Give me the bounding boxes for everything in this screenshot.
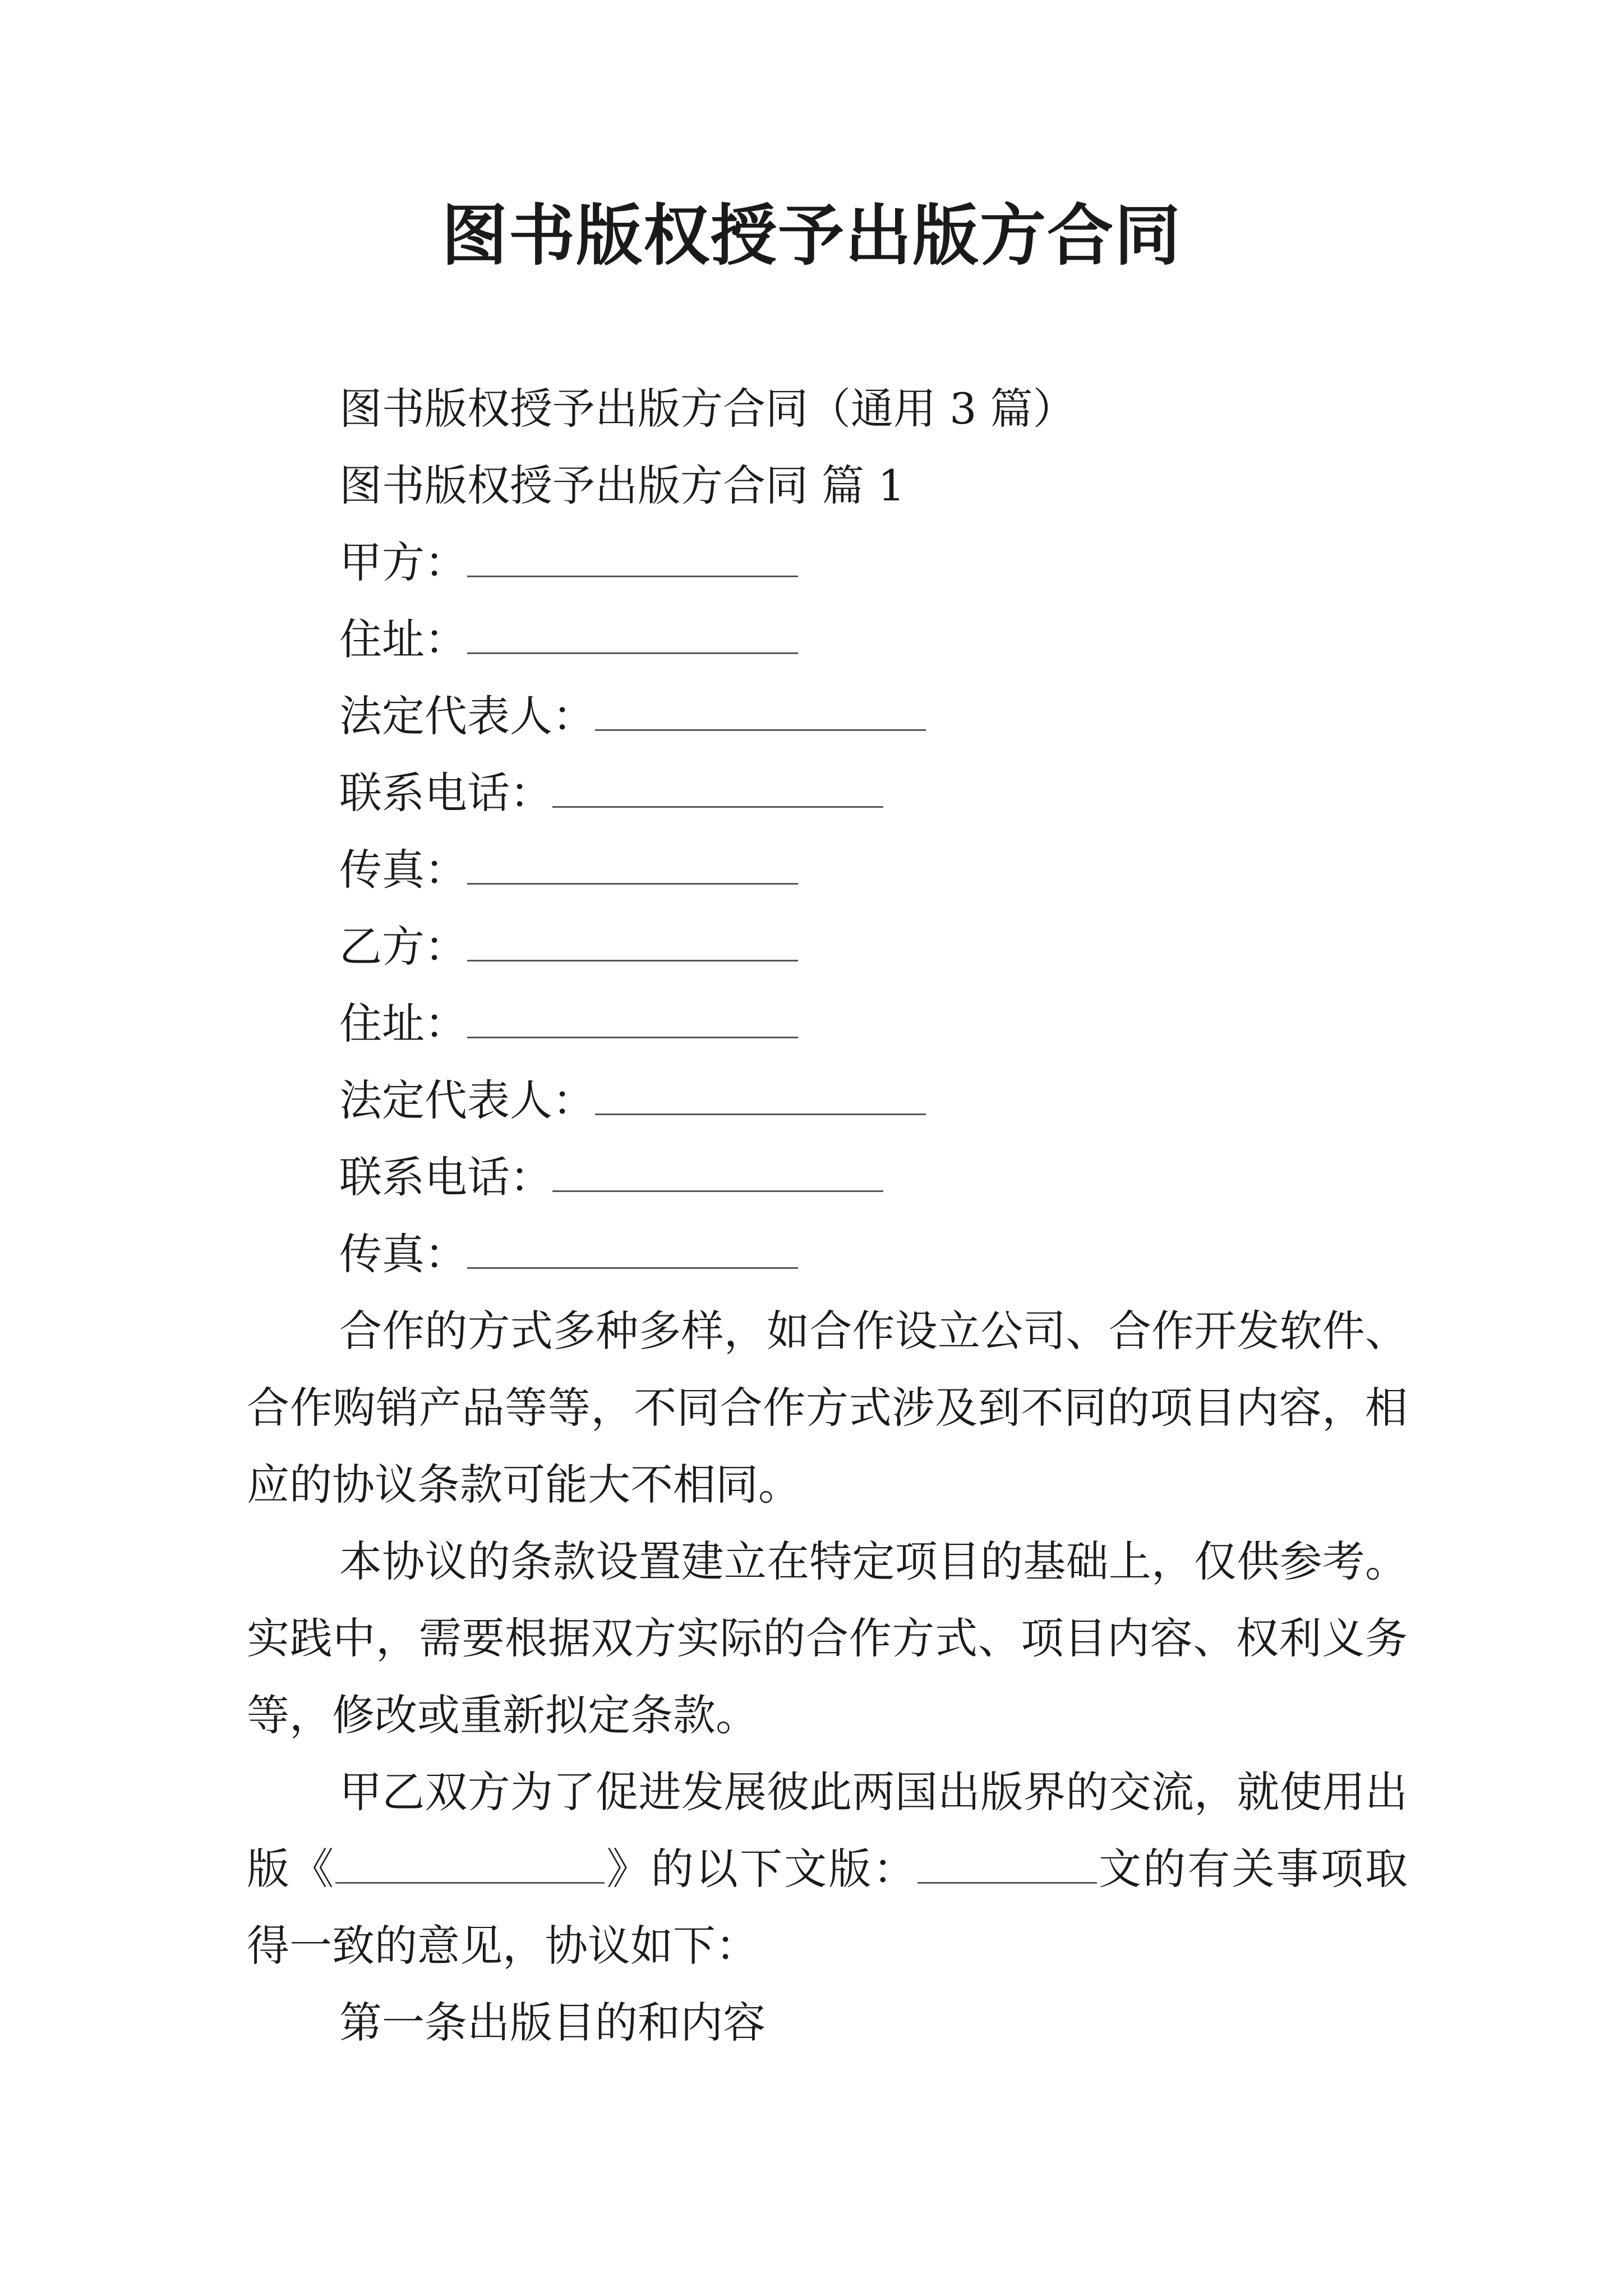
party-a-name-blank[interactable]: [467, 536, 798, 577]
party-b-rep-row: [247, 1062, 1408, 1139]
party-b-fax-row: [247, 1216, 1408, 1292]
party-b-name-blank[interactable]: [467, 921, 798, 961]
party-a-fax-row: [247, 831, 1408, 908]
document-title: 图书版权授予出版方合同: [441, 196, 1182, 274]
party-a-phone-label: 联系电话：: [339, 768, 552, 818]
party-b-rep-label: 法定代表人：: [339, 1075, 595, 1125]
party-b-phone-blank[interactable]: [552, 1151, 883, 1192]
party-a-rep-label: 法定代表人：: [339, 691, 595, 741]
party-a-address-blank[interactable]: [467, 613, 798, 654]
paragraph-reference-note: 本协议的条款设置建立在特定项目的基础上，仅供参考。实践中，需要根据双方实际的合作方式、项目内容、权利义务等，修改或重新拟定条款。: [247, 1536, 1408, 1740]
party-a-fax-blank[interactable]: [467, 844, 798, 885]
party-b-phone-label: 联系电话：: [339, 1152, 552, 1202]
party-a-name-row: [247, 524, 1408, 601]
section-heading: 图书版权授予出版方合同 篇 1: [339, 461, 905, 510]
book-title-blank[interactable]: [335, 1843, 605, 1884]
party-a-name-label: 甲方：: [339, 537, 467, 587]
paragraph-cooperation-methods: 合作的方式多种多样，如合作设立公司、合作开发软件、合作购销产品等等，不同合作方式涉及到不同的项目内容，相应的协议条款可能大不相同。: [247, 1306, 1408, 1510]
party-a-fax-label: 传真：: [339, 845, 467, 895]
party-b-rep-blank[interactable]: [595, 1074, 926, 1115]
party-b-address-row: [247, 985, 1408, 1062]
document-subtitle: 图书版权授予出版方合同（通用 3 篇）: [339, 384, 1076, 434]
party-b-fax-label: 传真：: [339, 1229, 467, 1279]
party-a-address-row: [247, 601, 1408, 678]
paragraph-agreement-intro: [247, 1754, 1408, 1984]
party-a-phone-blank[interactable]: [552, 767, 883, 808]
party-a-rep-row: [247, 678, 1408, 754]
party-a-phone-row: [247, 754, 1408, 831]
agreement-intro-part3: 文的有关事项取得一致的意见，协议如下：: [247, 1844, 1408, 1971]
article-1-heading: 第一条出版目的和内容: [339, 1998, 766, 2047]
party-b-address-blank[interactable]: [467, 997, 798, 1038]
party-a-rep-blank[interactable]: [595, 690, 926, 731]
party-b-name-row: [247, 908, 1408, 985]
agreement-intro-part1: 甲乙双方为了促进发展彼此两国出版界的交流，就使用出版《: [247, 1767, 1408, 1894]
language-blank[interactable]: [917, 1843, 1097, 1884]
document-body: [247, 370, 1408, 2061]
party-b-fax-blank[interactable]: [467, 1228, 798, 1269]
party-b-address-label: 住址：: [339, 999, 467, 1048]
party-b-name-label: 乙方：: [339, 922, 467, 972]
party-b-phone-row: [247, 1139, 1408, 1216]
party-a-address-label: 住址：: [339, 614, 467, 664]
agreement-intro-part2: 》的以下文版：: [605, 1844, 917, 1894]
